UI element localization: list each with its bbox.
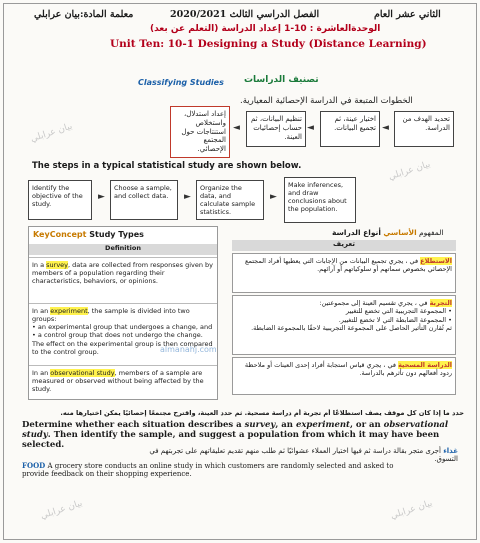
classify-title-en: Classifying Studies bbox=[138, 78, 224, 87]
steps-intro-en: The steps in a typical statistical study are shown below. bbox=[32, 161, 302, 171]
key-concept-en bbox=[28, 226, 218, 400]
arrow-left-icon: ◄ bbox=[233, 123, 240, 133]
step-box-ar-3: تنظيم البيانات، ثم حساب إحصائيات العينة. bbox=[246, 111, 306, 147]
watermark-name: بيان عرابلي bbox=[39, 498, 84, 522]
arrow-right-icon: ► bbox=[98, 192, 105, 202]
watermark-name: بيان عرابلي bbox=[29, 121, 74, 145]
question-ar: حدد ما إذا كان كل موقف يصف استطلاعًا أم تجربة أم دراسة مسحية. ثم حدد العينة، واقترح مجتمعًا إحصائيًا يمكن اختيارها منه. bbox=[60, 409, 464, 417]
observational-definition-ar: الدراسة المسحية في ، يجري قياس استجابة أفراد إحدى العينات أو ملاحظة ردود أفعالهم دون تأثرهم بالدراسة. bbox=[232, 357, 456, 395]
key-concept-title-en: KeyConcept Study Types bbox=[33, 230, 144, 239]
observational-definition-en: In an observational study, members of a sample are measured or observed without being affected by the study. bbox=[29, 365, 217, 399]
food-problem-ar: غذاء أجرى متجر بقالة دراسة ثم فيها اختيار العملاء عشوائيًا ثم طلب منهم تقديم تعليقاتهم على تجربتهم في التسوق. bbox=[149, 447, 458, 463]
step-box-en-4: Make inferences, and draw conclusions about the population. bbox=[284, 177, 356, 223]
arrow-left-icon: ◄ bbox=[307, 123, 314, 133]
step-box-ar-1: تحديد الهدف من الدراسة. bbox=[394, 111, 454, 147]
question-en: Determine whether each situation describes a survey, an experiment, or an observational study. Then identify the sample, and suggest a population from which it may have been selected. bbox=[22, 420, 449, 451]
experiment-definition-ar: التجربة في ، يجري تقسيم العينة إلى مجموعتين: • المجموعة التجريبية التي تخضع للتغيير • المجموعة الضابطة التي لا تخضع للتغيير. ثم تُقارن التأثير الحاصل على المجموعة التجريبية لاحقًا بالمجموعة الضابطة. bbox=[232, 295, 456, 355]
unit-title-en: Unit Ten: 10-1 Designing a Study (Distance Learning) bbox=[110, 38, 427, 50]
step-box-en-2: Choose a sample, and collect data. bbox=[110, 180, 178, 220]
definition-header-ar: تعريف bbox=[232, 240, 456, 251]
step-box-ar-2: اختيار عينة، ثم تجميع البيانات. bbox=[320, 111, 380, 147]
watermark-name: بيان عرابلي bbox=[387, 159, 432, 183]
arrow-right-icon: ► bbox=[270, 192, 277, 202]
step-box-en-1: Identify the objective of the study. bbox=[28, 180, 92, 220]
definition-header-en: Definition bbox=[29, 244, 217, 255]
header-grade: الثاني عشر العام bbox=[374, 9, 441, 20]
step-box-ar-4: إعداد استدلال، واستخلاص استنتاجات حول المجتمع الإحصائي. bbox=[170, 106, 230, 158]
key-concept-title-ar: المفهوم الأساسي أنواع الدراسة bbox=[332, 228, 444, 237]
classify-title-ar: تصنيف الدراسات bbox=[244, 75, 319, 85]
food-problem-en: FOOD A grocery store conducts an online study in which customers are randomly selected and asked to provide feedback on their shopping experience. bbox=[22, 461, 394, 479]
unit-title-ar: الوحدةالعاشرة : 10-1 إعداد الدراسة (التعلم عن بعد) bbox=[150, 24, 381, 34]
watermark-name: بيان عرابلي bbox=[389, 498, 434, 522]
experiment-definition-en: In an experiment, the sample is divided into two groups: • an experimental group that undergoes a change, and • a control group that does not undergo the change. The effect on the experimental group is then compared to the control group. bbox=[29, 303, 217, 363]
header-semester: الفصل الدراسي الثالث 2020/2021 bbox=[170, 9, 320, 20]
step-box-en-3: Organize the data, and calculate sample statistics. bbox=[196, 180, 264, 220]
steps-intro-ar: الخطوات المتبعة في الدراسة الإحصائية المعيارية. bbox=[240, 96, 413, 106]
watermark-site: almanahj.com bbox=[160, 345, 217, 354]
header-teacher: معلمة المادة:بيان عرابلي bbox=[34, 9, 134, 20]
arrow-right-icon: ► bbox=[184, 192, 191, 202]
arrow-left-icon: ◄ bbox=[382, 123, 389, 133]
survey-definition-en: In a survey, data are collected from responses given by members of a population regarding their characteristics, behaviors, or opinions. bbox=[29, 257, 217, 301]
survey-definition-ar: الاستطلاع في ، يجري تجميع البيانات من الإجابات التي يعطيها أفراد المجتمع الإحصائي بخصوص سماتهم أو سلوكياتهم أو آرائهم. bbox=[232, 253, 456, 293]
